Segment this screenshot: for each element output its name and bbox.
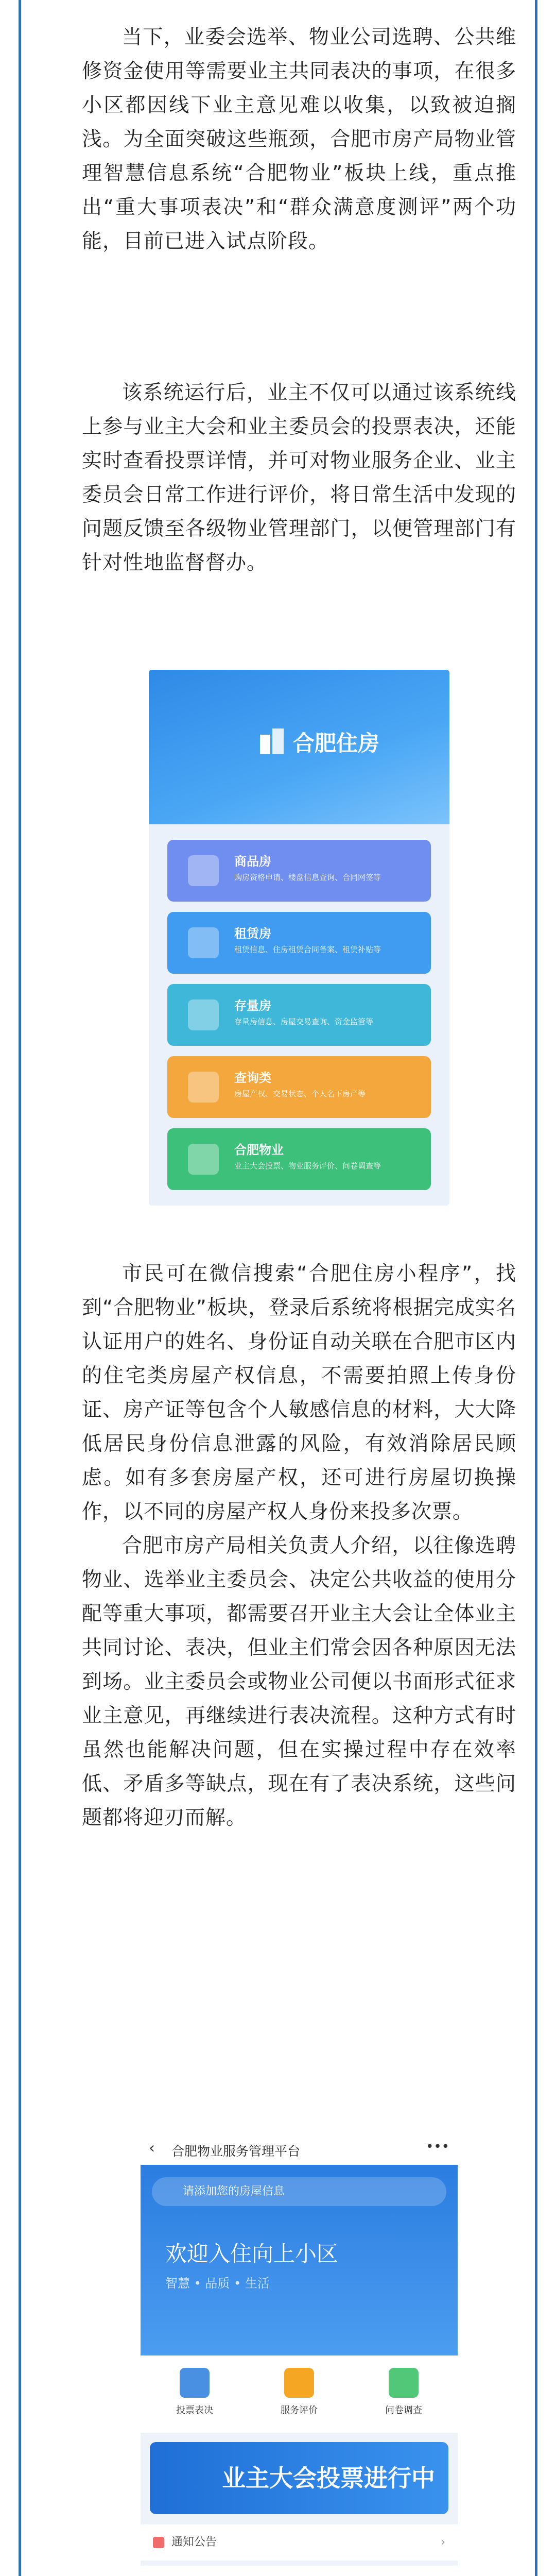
property-icon	[188, 1144, 219, 1175]
welcome-banner	[141, 2165, 458, 2355]
list-item-community-news[interactable]	[141, 2566, 458, 2576]
app-screenshot-hefei-housing	[149, 670, 449, 1206]
service-evaluation-function[interactable]: 服务评价	[260, 2368, 338, 2416]
card-title: 存量房	[234, 998, 271, 1013]
chevron-right-icon: ›	[441, 2536, 445, 2549]
evaluation-icon	[284, 2368, 314, 2398]
card-title: 合肥物业	[234, 1143, 284, 1157]
card-query[interactable]	[167, 1056, 431, 1118]
app-header-banner	[149, 670, 449, 824]
app-title: 合肥物业服务管理平台	[171, 2144, 301, 2159]
building-logo-icon	[257, 725, 288, 756]
more-icon[interactable]: •••	[425, 2139, 449, 2155]
card-desc: 业主大会投票、物业服务评价、问卷调查等	[234, 1161, 381, 1171]
card-rental-housing[interactable]	[167, 912, 431, 974]
article-content-2	[82, 1257, 516, 1835]
paragraph-1: 当下，业委会选举、物业公司选聘、公共维修资金使用等需要业主共同表决的事项，在很多小区都因线下业主意见难以收集，以致被迫搁浅。为全面突破这些瓶颈，合肥市房产局物业管理智慧信息系统“合肥物业”板块上线，重点推出“重大事项表决”和“群众满意度测评”两个功能，目前已进入试点阶段。	[82, 26, 516, 253]
app-screenshot-property-platform	[141, 2133, 458, 2576]
key-icon	[188, 927, 219, 958]
survey-icon	[389, 2368, 419, 2398]
app-topbar	[141, 2133, 458, 2165]
paragraph-3: 市民可在微信搜索“合肥住房小程序”，找到“合肥物业”板块，登录后系统将根据完成实名认证用户的姓名、身份证自动关联在合肥市区内的住宅类房屋产权信息，不需要拍照上传身份证、房产证等包含个人敏感信息的材料，大大降低居民身份信息泄露的风险，有效消除居民顾虑。如有多套房屋产权，还可进行房屋切换操作，以不同的房屋产权人身份来投多次票。	[82, 1262, 516, 1523]
card-existing-housing[interactable]	[167, 984, 431, 1046]
card-hefei-property[interactable]	[167, 1128, 431, 1190]
function-icons-row	[141, 2355, 458, 2433]
search-icon	[188, 1072, 219, 1103]
survey-function[interactable]: 问卷调查	[365, 2368, 442, 2416]
list-item-notices[interactable]: 通知公告 ›	[141, 2524, 458, 2561]
card-title: 查询类	[234, 1071, 271, 1085]
welcome-subtext: 智慧 • 品质 • 生活	[165, 2276, 270, 2291]
article-frame	[19, 0, 537, 2576]
notice-icon	[153, 2537, 164, 2548]
building-icon	[188, 999, 219, 1030]
back-arrow-icon[interactable]: ‹	[149, 2139, 155, 2157]
welcome-text: 欢迎入住向上小区	[165, 2241, 339, 2266]
card-desc: 存量房信息、房屋交易查询、资金监管等	[234, 1017, 374, 1026]
add-house-notice[interactable]: 请添加您的房屋信息	[152, 2177, 446, 2206]
vote-in-progress-banner[interactable]: 业主大会投票进行中	[150, 2442, 448, 2514]
app-title: 合肥住房	[293, 731, 380, 756]
paragraph-2: 该系统运行后，业主不仅可以通过该系统线上参与业主大会和业主委员会的投票表决，还能实时查看投票详情，并可对物业服务企业、业主委员会日常工作进行评价，将日常生活中发现的问题反馈至各级物业管理部门，以便管理部门有针对性地监督督办。	[82, 381, 516, 574]
vote-icon	[180, 2368, 210, 2398]
card-commercial-housing[interactable]	[167, 840, 431, 902]
vote-function[interactable]: 投票表决	[156, 2368, 233, 2416]
card-title: 商品房	[234, 854, 271, 869]
paragraph-4: 合肥市房产局相关负责人介绍，以往像选聘物业、选举业主委员会、决定公共收益的使用分配等重大事项，都需要召开业主大会让全体业主共同讨论、表决，但业主们常会因各种原因无法到场。业主委员会或物业公司便以书面形式征求业主意见，再继续进行表决流程。这种方式有时虽然也能解决问题，但在实操过程中存在效率低、矛盾多等缺点，现在有了表决系统，这些问题都将迎刃而解。	[82, 1534, 516, 1829]
house-icon	[188, 855, 219, 886]
card-desc: 租赁信息、住房租赁合同备案、租赁补贴等	[234, 945, 381, 954]
card-desc: 购房资格申请、楼盘信息查询、合同网签等	[234, 873, 381, 882]
chevron-right-icon	[441, 2566, 445, 2576]
card-title: 租赁房	[234, 926, 271, 941]
card-desc: 房屋产权、交易状态、个人名下房产等	[234, 1089, 366, 1098]
